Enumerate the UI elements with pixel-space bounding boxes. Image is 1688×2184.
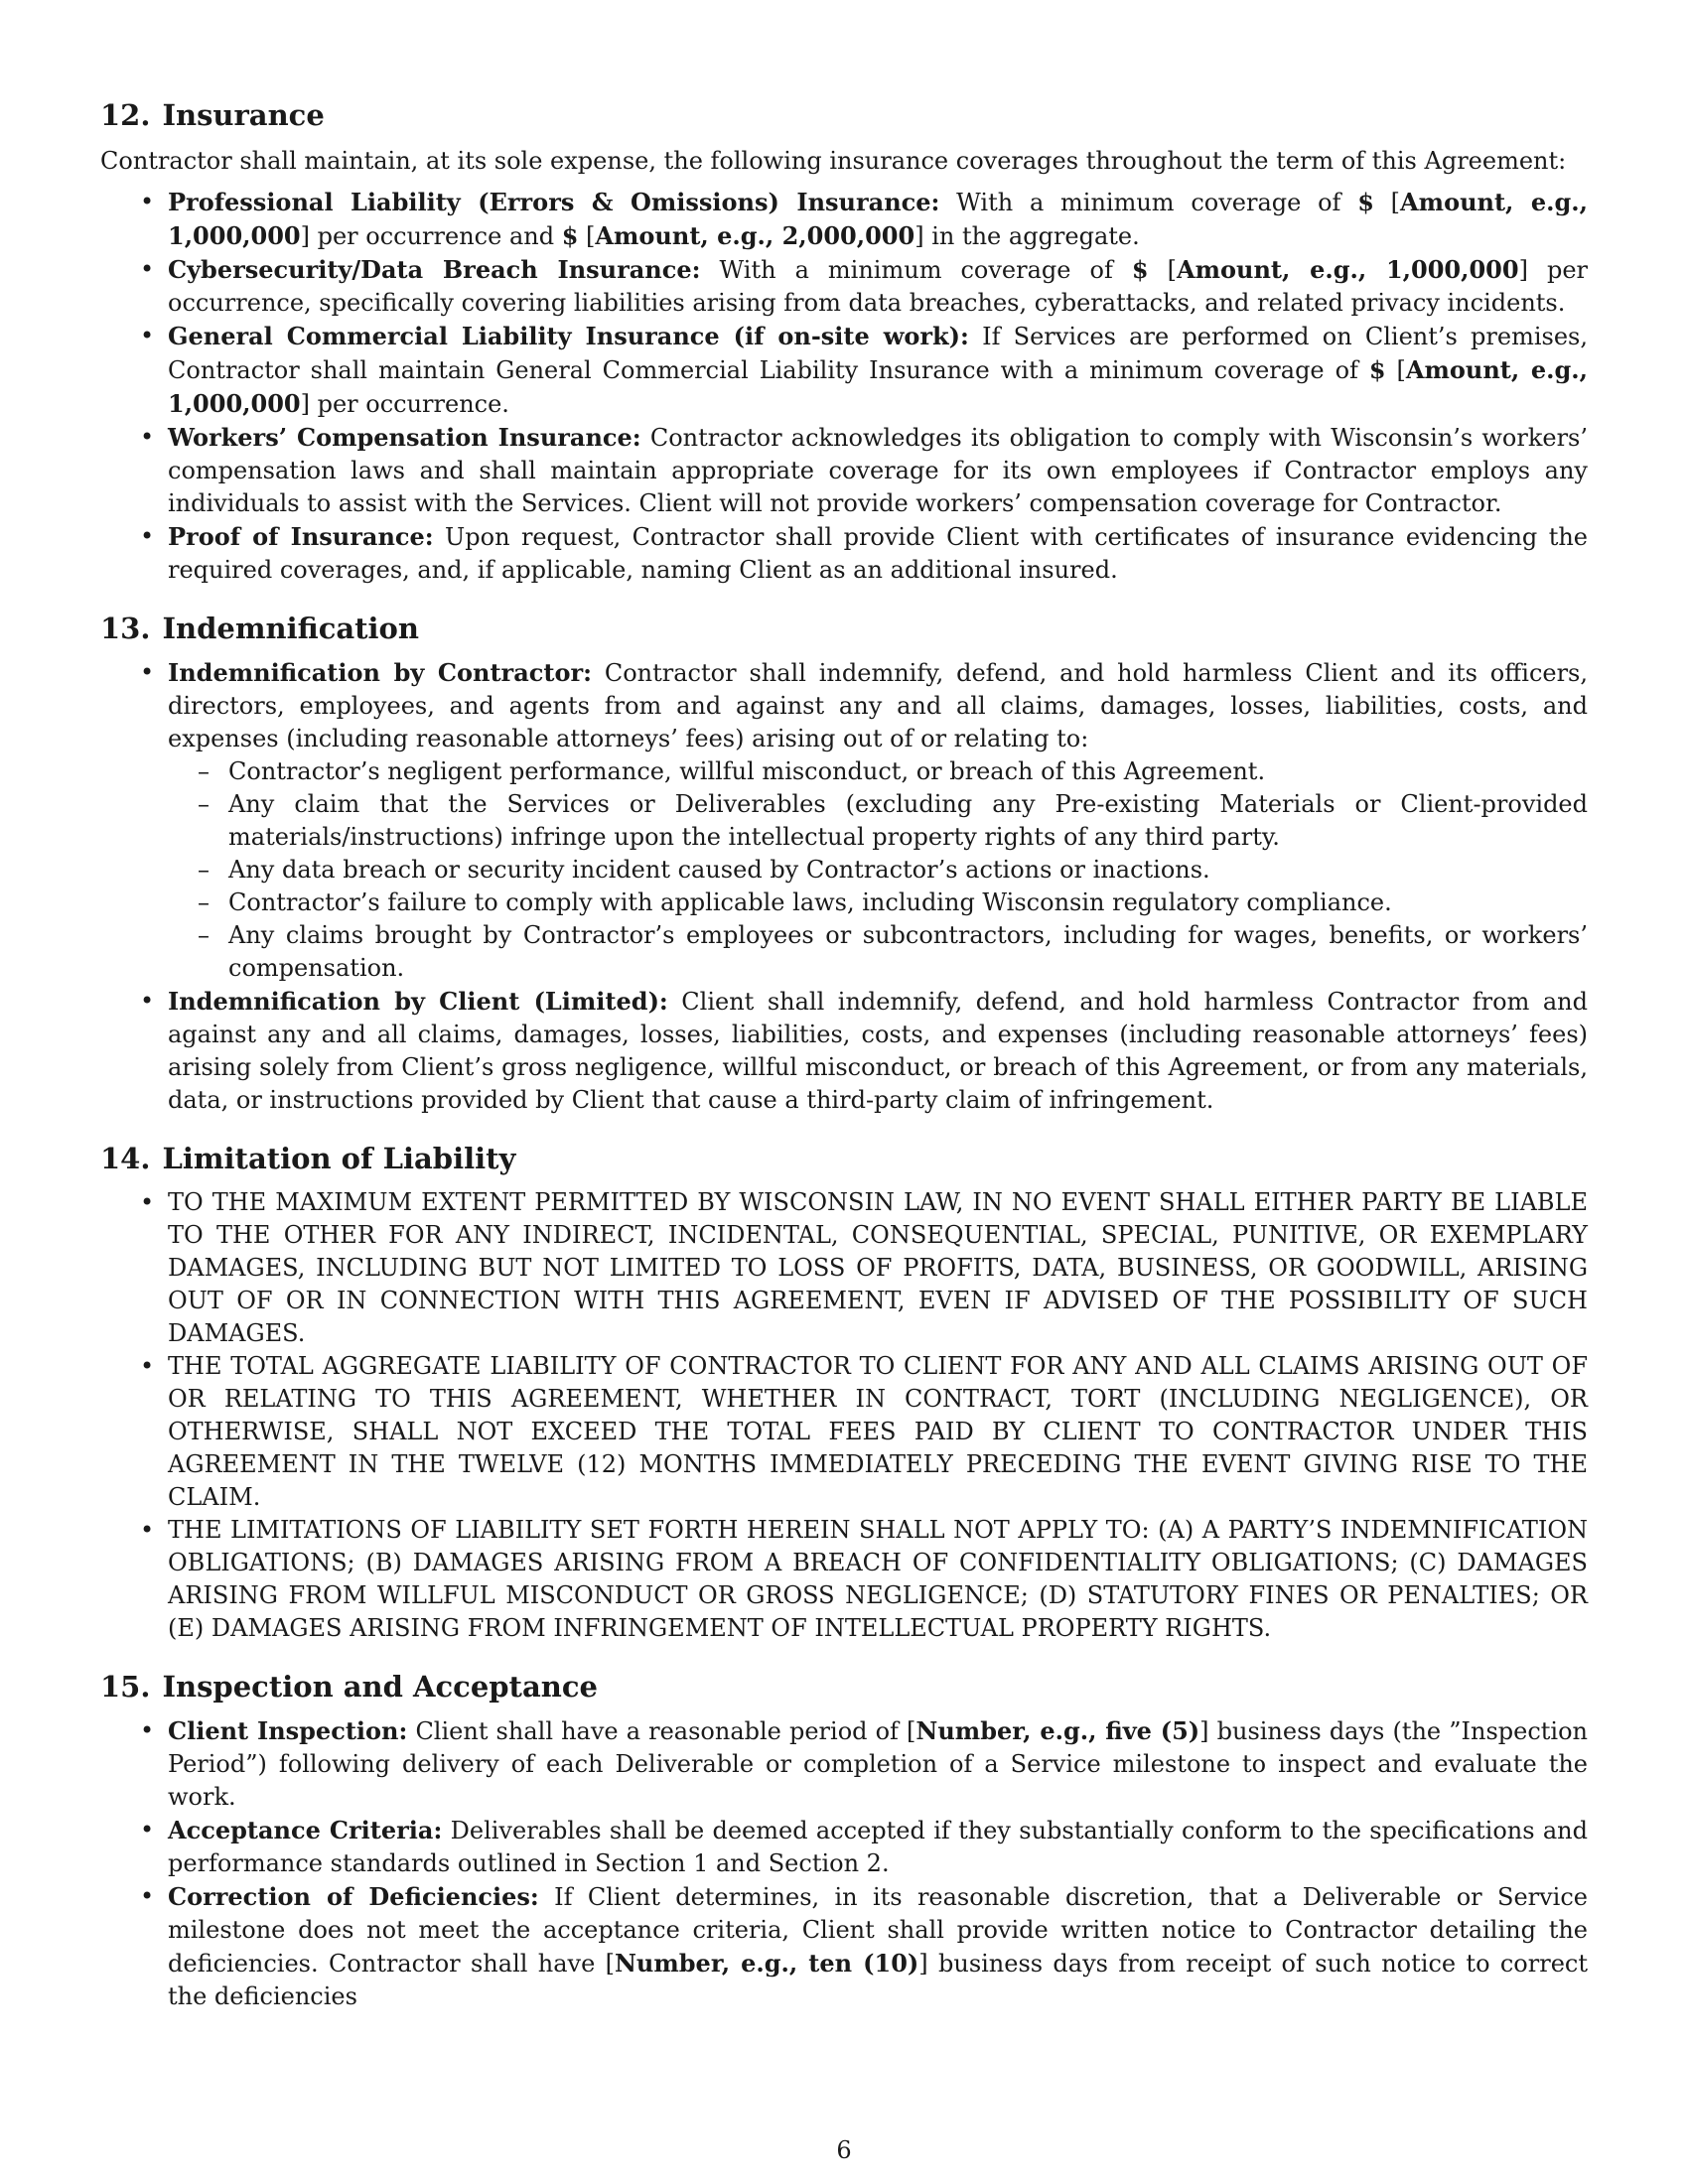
- section-13: [100, 609, 1588, 1117]
- bold-text: Workers’ Compensation Insurance:: [168, 423, 641, 452]
- list-item: [100, 1514, 1588, 1645]
- bold-text: Client Inspection:: [168, 1716, 408, 1745]
- sub-list-item: – Contractor’s failure to comply with applicable laws, including Wisconsin regulatory compliance.: [168, 887, 1588, 919]
- list-item: [100, 1814, 1588, 1880]
- sub-list: [168, 755, 1588, 985]
- sub-list-item: – Contractor’s negligent performance, willful misconduct, or breach of this Agreement.: [168, 755, 1588, 788]
- bold-text: $: [1357, 188, 1374, 216]
- bold-text: Amount, e.g., 1,000,000: [168, 188, 1589, 250]
- bullet-list: [100, 656, 1588, 1117]
- section-heading: [100, 1667, 1588, 1706]
- body-text: Upon request, Contractor shall provide Client with certificates of insurance evidencing the required coverages, and, if applicable, naming Client as an additional insured.: [168, 523, 1589, 584]
- bold-text: Number, e.g., ten (10): [614, 1949, 919, 1978]
- body-text: TO THE MAXIMUM EXTENT PERMITTED BY WISCONSIN LAW, IN NO EVENT SHALL EITHER PARTY BE LIABLE TO THE OTHER FOR ANY INDIRECT, INCIDENTAL, CONSEQUENTIAL, SPECIAL, PUNITIVE, OR EXEMPLARY DAMAGES, INCLUDING BUT NOT LIMITED TO LOSS OF PROFITS, DATA, BUSINESS, OR GOODWILL, ARISING OUT OF OR IN CONNECTION WITH THIS AGREEMENT, EVEN IF ADVISED OF THE POSSIBILITY OF SUCH DAMAGES.: [168, 1188, 1588, 1347]
- bullet-list: [100, 186, 1588, 587]
- list-item: [100, 186, 1588, 253]
- body-text: [: [1148, 256, 1177, 284]
- bold-text: Amount, e.g., 2,000,000: [595, 221, 915, 250]
- section-number: 13.: [100, 612, 151, 645]
- section-title: Indemnification: [162, 612, 419, 645]
- bold-text: Amount, e.g., 1,000,000: [168, 355, 1588, 418]
- bold-text: $: [1368, 355, 1386, 384]
- list-item: [100, 520, 1588, 587]
- list-item: [100, 421, 1588, 520]
- list-item: [100, 1714, 1588, 1814]
- section-number: 12.: [100, 98, 151, 132]
- body-text: ] per occurrence.: [300, 390, 509, 418]
- document-page: [100, 95, 1588, 2035]
- bold-text: Cybersecurity/Data Breach Insurance:: [168, 255, 701, 284]
- page-number: 6: [836, 2136, 852, 2164]
- body-text: If Client determines, in its reasonable discretion, that a Deliverable or Service milestone does not meet the acceptance criteria, Client shall provide written notice to Contractor detailing the deficiencies. Contractor shall have [: [168, 1883, 1588, 1978]
- list-item: [100, 985, 1588, 1117]
- section-number: 15.: [100, 1670, 151, 1704]
- section-title: Limitation of Liability: [162, 1142, 516, 1175]
- body-text: [: [578, 222, 596, 250]
- list-item: [100, 320, 1588, 421]
- body-text: With a minimum coverage of: [700, 256, 1132, 284]
- section-15: [100, 1667, 1588, 2013]
- sub-list-item: – Any claim that the Services or Deliverables (excluding any Pre-existing Materials or Client-provided materials/instructions) infringe upon the intellectual property rights of any third party.: [168, 788, 1588, 854]
- bullet-list: [100, 1186, 1588, 1645]
- body-text: With a minimum coverage of: [939, 189, 1358, 216]
- bold-text: Proof of Insurance:: [168, 522, 434, 551]
- body-text: Contractor shall indemnify, defend, and hold harmless Client and its officers, directors, employees, and agents from and against any and all claims, damages, losses, liabilities, costs, and expenses (including reasonable attorneys’ fees) arising out of or relating to:: [168, 659, 1589, 752]
- sub-list-item: – Any data breach or security incident caused by Contractor’s actions or inactions.: [168, 854, 1588, 887]
- list-item: [100, 1350, 1588, 1514]
- section-intro: Contractor shall maintain, at its sole expense, the following insurance coverages throughout the term of this Agreement:: [100, 147, 1567, 175]
- body-text: ] per occurrence, specifically covering liabilities arising from data breaches, cyberattacks, and related privacy incidents.: [168, 256, 1588, 317]
- body-text: Client shall indemnify, defend, and hold harmless Contractor from and against any and all claims, damages, losses, liabilities, costs, and expenses (including reasonable attorneys’ fees) arising solely from Client’s gross negligence, willful misconduct, or breach of this Agreement, or from any materials, data, or instructions provided by Client that cause a third-party claim of infringement.: [168, 988, 1588, 1114]
- list-item: [100, 1186, 1588, 1350]
- body-text: ] per occurrence and: [300, 222, 562, 250]
- section-number: 14.: [100, 1142, 151, 1175]
- list-item: [100, 253, 1588, 320]
- section-12: [100, 95, 1588, 587]
- list-item: [100, 656, 1588, 985]
- body-text: Deliverables shall be deemed accepted if they substantially conform to the specifications and performance standards outlined in Section 1 and Section 2.: [168, 1817, 1588, 1877]
- body-text: [: [1373, 189, 1401, 216]
- bold-text: Indemnification by Contractor:: [168, 658, 592, 687]
- body-text: THE LIMITATIONS OF LIABILITY SET FORTH HEREIN SHALL NOT APPLY TO: (A) A PARTY’S INDEMNIFICATION OBLIGATIONS; (B) DAMAGES ARISING FROM A BREACH OF CONFIDENTIALITY OBLIGATIONS; (C) DAMAGES ARISING FROM WILLFUL MISCONDUCT OR GROSS NEGLIGENCE; (D) STATUTORY FINES OR PENALTIES; OR (E) DAMAGES ARISING FROM INFRINGEMENT OF INTELLECTUAL PROPERTY RIGHTS.: [168, 1516, 1588, 1642]
- section-heading: [100, 1139, 1588, 1178]
- section-title: Inspection and Acceptance: [162, 1670, 598, 1704]
- body-text: ] business days (the ”Inspection Period”) following delivery of each Deliverable or completion of a Service milestone to inspect and evaluate the work.: [168, 1717, 1588, 1811]
- bold-text: Indemnification by Client (Limited):: [168, 987, 668, 1016]
- bold-text: General Commercial Liability Insurance (if on-site work):: [168, 322, 969, 350]
- body-text: ] business days from receipt of such notice to correct the deficiencies: [168, 1950, 1588, 2010]
- bold-text: $: [1131, 255, 1149, 284]
- bold-text: $: [561, 221, 579, 250]
- body-text: If Services are performed on Client’s premises, Contractor shall maintain General Commercial Liability Insurance with a minimum coverage of: [168, 323, 1588, 384]
- body-text: Contractor acknowledges its obligation to comply with Wisconsin’s workers’ compensation laws and shall maintain appropriate coverage for its own employees if Contractor employs any individuals to assist with the Services. Client will not provide workers’ compensation coverage for Contractor.: [168, 424, 1588, 517]
- body-text: [: [1385, 356, 1406, 384]
- section-heading: [100, 95, 1588, 135]
- section-heading: [100, 609, 1588, 648]
- bold-text: Professional Liability (Errors & Omissions) Insurance:: [168, 188, 940, 216]
- bold-text: Correction of Deficiencies:: [168, 1882, 539, 1911]
- body-text: THE TOTAL AGGREGATE LIABILITY OF CONTRACTOR TO CLIENT FOR ANY AND ALL CLAIMS ARISING OUT OF OR RELATING TO THIS AGREEMENT, WHETHER IN CONTRACT, TORT (INCLUDING NEGLIGENCE), OR OTHERWISE, SHALL NOT EXCEED THE TOTAL FEES PAID BY CLIENT TO CONTRACTOR UNDER THIS AGREEMENT IN THE TWELVE (12) MONTHS IMMEDIATELY PRECEDING THE EVENT GIVING RISE TO THE CLAIM.: [168, 1352, 1588, 1511]
- body-text: Client shall have a reasonable period of [: [407, 1717, 916, 1745]
- bold-text: Amount, e.g., 1,000,000: [1176, 255, 1519, 284]
- body-text: ] in the aggregate.: [914, 222, 1140, 250]
- section-14: [100, 1139, 1588, 1645]
- bold-text: Acceptance Criteria:: [168, 1816, 443, 1844]
- list-item: [100, 1880, 1588, 2013]
- sub-list-item: – Any claims brought by Contractor’s employees or subcontractors, including for wages, benefits, or workers’ compensation.: [168, 919, 1588, 985]
- bold-text: Number, e.g., five (5): [915, 1716, 1200, 1745]
- section-title: Insurance: [162, 98, 325, 132]
- bullet-list: [100, 1714, 1588, 2013]
